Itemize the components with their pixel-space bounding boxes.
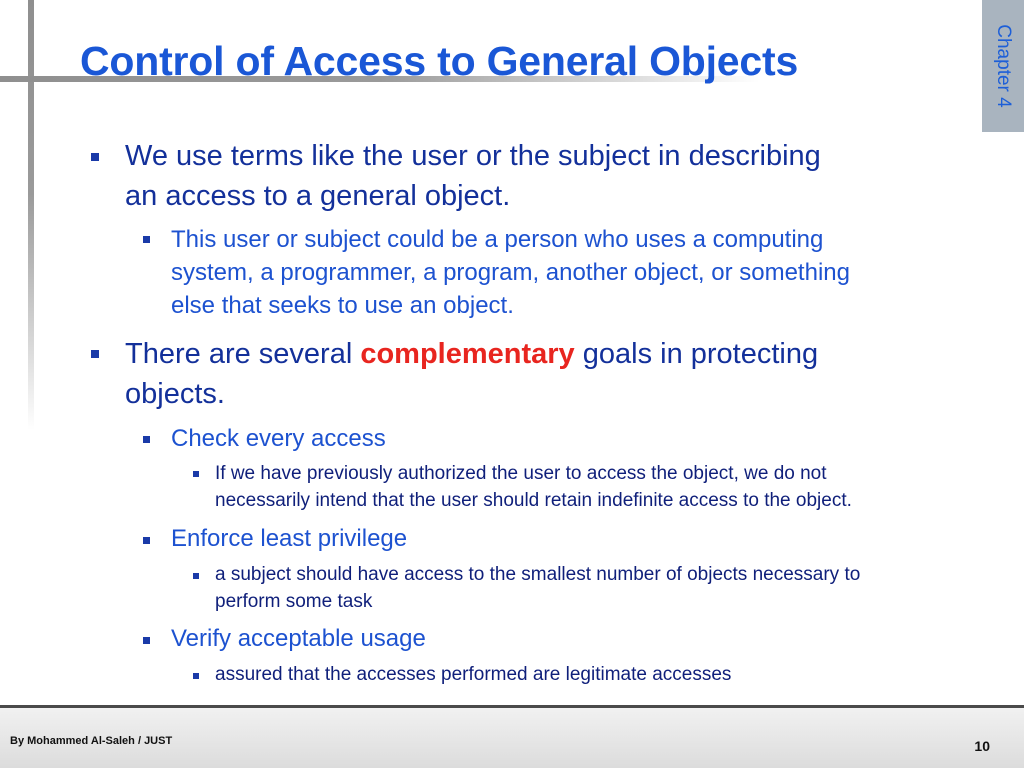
list-item-text: a subject should have access to the smallest number of objects necessary to (215, 564, 861, 585)
footer-bar (0, 705, 1024, 768)
footer-author: By Mohammed Al-Saleh / JUST (10, 735, 173, 747)
page-number: 10 (974, 738, 990, 754)
bullet-marker (193, 471, 199, 477)
list-item-text: If we have previously authorized the user to access the object, we do not (215, 463, 827, 484)
bullet-marker (193, 673, 199, 679)
list-item-text: necessarily intend that the user should retain indefinite access to the object. (215, 490, 852, 511)
bullet-marker (143, 637, 150, 644)
list-item-text: Verify acceptable usage (171, 625, 426, 652)
text-segment: There are several (125, 338, 361, 370)
list-item-text: an access to a general object. (125, 180, 511, 212)
list-item-text: perform some task (215, 591, 373, 612)
bullet-marker (91, 153, 99, 161)
list-item-text: system, a programmer, a program, another object, or something (171, 259, 850, 286)
list-item-text: assured that the accesses performed are legitimate accesses (215, 664, 732, 685)
list-item-text: This user or subject could be a person who uses a computing (171, 226, 824, 253)
chapter-label: Chapter 4 (993, 24, 1014, 108)
list-item-text: We use terms like the user or the subject in describing (125, 140, 821, 172)
slide-title: Control of Access to General Objects (80, 38, 799, 84)
chapter-tab (982, 0, 1024, 132)
bullet-marker (143, 236, 150, 243)
vertical-accent-rule (28, 0, 34, 430)
list-item-text: Enforce least privilege (171, 525, 408, 552)
text-segment: goals in protecting (574, 338, 819, 370)
highlighted-term: complementary (360, 338, 575, 370)
list-item-text: else that seeks to use an object. (171, 292, 514, 319)
list-item-text: Check every access (171, 425, 386, 452)
bullet-marker (143, 436, 150, 443)
bullet-marker (143, 537, 150, 544)
list-item-text: objects. (125, 378, 225, 410)
bullet-marker (91, 350, 99, 358)
list-item-text (125, 334, 818, 374)
bullet-marker (193, 573, 199, 579)
